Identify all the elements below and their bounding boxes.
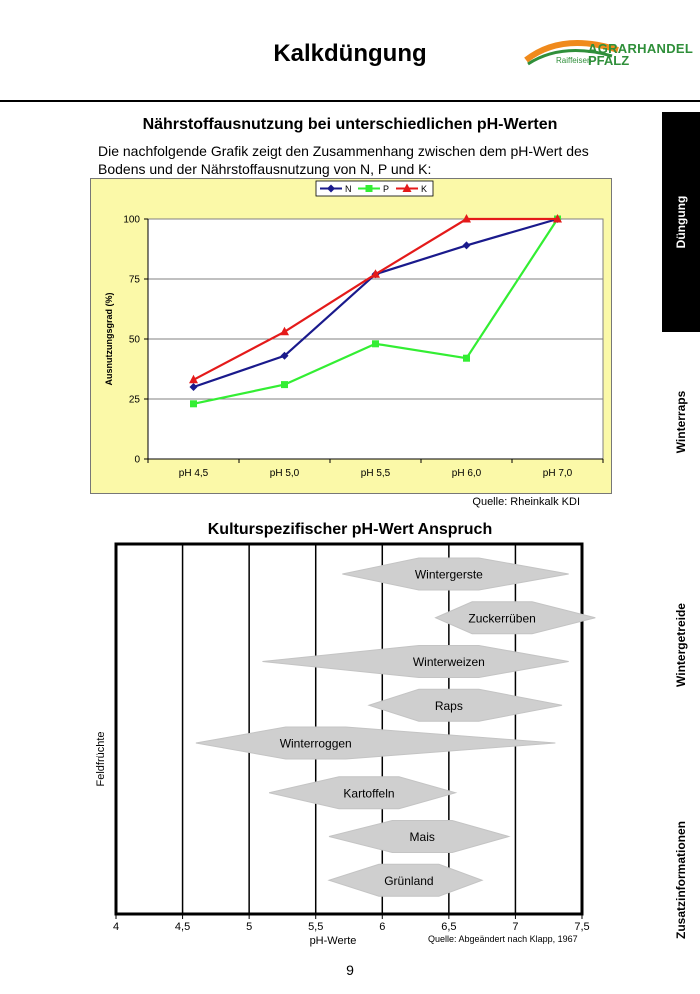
legend-label: P	[383, 184, 390, 194]
x-tick-label: pH 7,0	[542, 468, 573, 479]
crop-label: Wintergerste	[414, 567, 483, 582]
y-tick-label: 50	[128, 334, 140, 346]
data-point	[190, 400, 197, 407]
side-tab-wintergetreide[interactable]	[662, 570, 700, 720]
x-tick-label: pH 5,0	[269, 468, 300, 479]
logo-sub: Raiffeisen	[556, 56, 592, 65]
data-point	[463, 355, 470, 362]
y-tick-label: 75	[128, 274, 140, 286]
page-number: 9	[346, 962, 354, 978]
x-tick-label: 7,5	[574, 921, 590, 933]
crop-label: Kartoffeln	[343, 786, 395, 801]
data-point	[281, 381, 288, 388]
x-tick-label: 7	[512, 921, 519, 933]
data-point	[372, 340, 379, 347]
logo-brand-line2: PFALZ	[588, 53, 630, 68]
y-axis-label: Feldfrüchte	[95, 731, 107, 787]
section2-title: Kulturspezifischer pH-Wert Anspruch	[207, 521, 493, 538]
x-tick-label: pH 6,0	[451, 468, 482, 479]
y-axis-label: Ausnutzungsgrad (%)	[104, 292, 114, 386]
crop-label: Winterweizen	[412, 655, 485, 669]
x-tick-label: 6	[379, 921, 386, 933]
side-tab-label: Wintergetreide	[674, 603, 688, 687]
x-tick-label: pH 5,5	[360, 468, 391, 479]
x-tick-label: 4,5	[174, 921, 191, 933]
data-point	[366, 185, 373, 192]
legend-label: N	[345, 184, 352, 194]
x-tick-label: 5,5	[308, 921, 324, 933]
side-tab-duengung[interactable]	[662, 112, 700, 332]
section1-title: Nährstoffausnutzung bei unterschiedlichen pH-Werten	[142, 116, 558, 133]
legend	[316, 181, 433, 196]
crop-label: Grünland	[384, 873, 434, 888]
y-tick-label: 25	[128, 394, 140, 406]
chart2-source: Quelle: Abgeändert nach Klapp, 1967	[428, 934, 578, 944]
side-tab-label: Zusatzinformationen	[674, 820, 688, 940]
x-tick-label: pH 4,5	[178, 468, 209, 479]
page-title: Kalkdüngung	[273, 40, 427, 67]
crop-ph-range-chart	[90, 540, 610, 952]
intro-text: Die nachfolgende Grafik zeigt den Zusammenhang zwischen dem pH-Wert des Bodens und der Nährstoffausnutzung von N, P und K:	[98, 143, 589, 177]
crop-label: Mais	[409, 830, 435, 844]
crop-label: Zuckerrüben	[468, 611, 536, 626]
nutrient-line-chart	[90, 178, 612, 494]
logo-brand-line1: AGRARHANDEL	[588, 41, 694, 56]
side-tab-label: Düngung	[674, 195, 688, 249]
y-tick-label: 100	[123, 214, 140, 226]
side-tab-zusatzinformationen[interactable]	[662, 790, 700, 970]
legend-label: K	[421, 184, 428, 194]
x-tick-label: 6,5	[441, 921, 457, 933]
chart1-source: Quelle: Rheinkalk KDI	[472, 496, 580, 508]
x-tick-label: 4	[112, 921, 120, 933]
side-tab-winterraps[interactable]	[662, 352, 700, 492]
header-rule	[0, 100, 700, 102]
side-tab-label: Winterraps	[674, 390, 688, 454]
crop-label: Raps	[434, 698, 463, 713]
y-tick-label: 0	[134, 454, 140, 466]
crop-label: Winterroggen	[279, 736, 352, 751]
x-axis-label: pH-Werte	[309, 935, 357, 947]
x-tick-label: 5	[246, 921, 253, 933]
